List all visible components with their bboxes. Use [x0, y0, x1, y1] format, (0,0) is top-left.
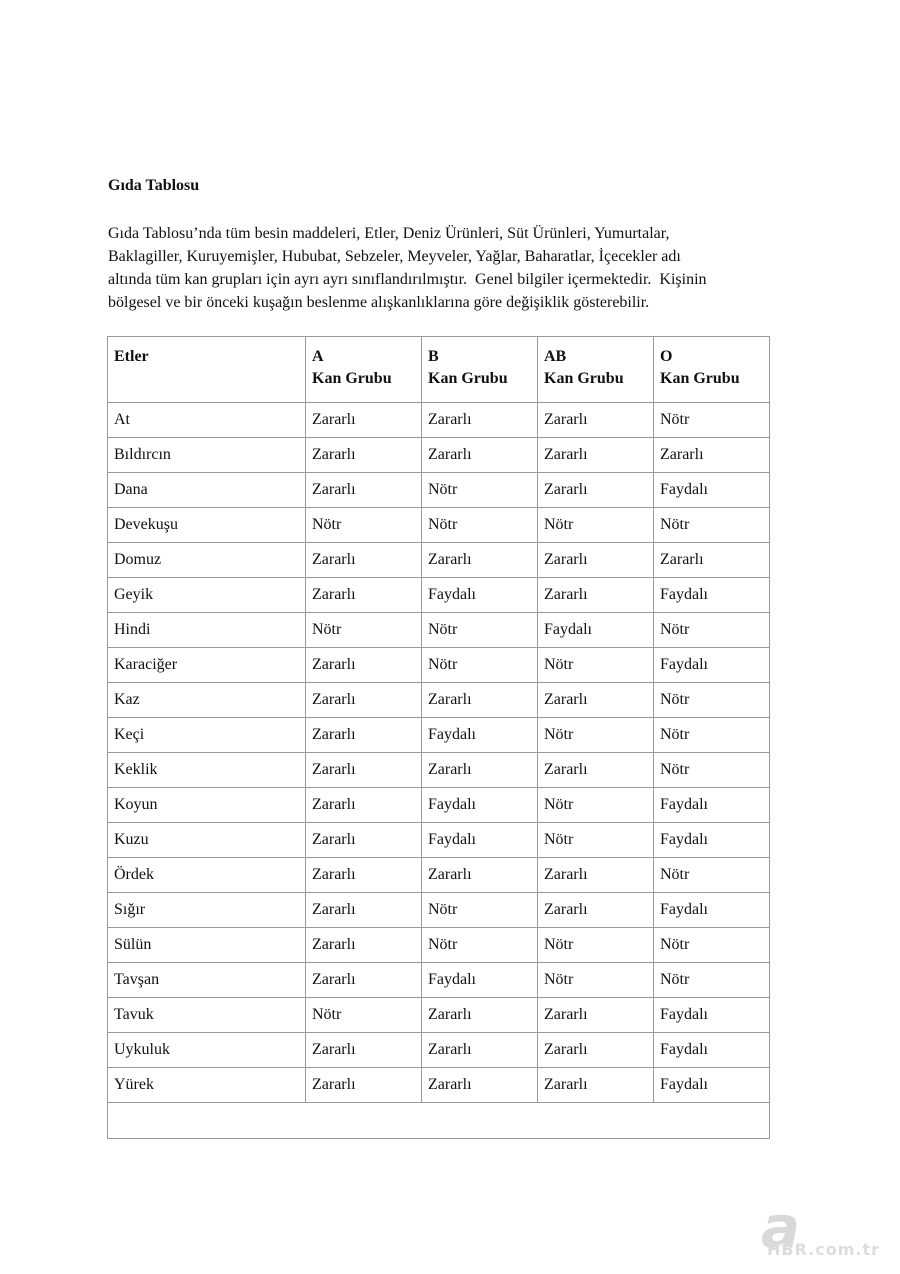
ab-value-cell: Nötr [538, 823, 654, 858]
ab-value-cell: Zararlı [538, 753, 654, 788]
table-row [108, 543, 770, 578]
food-name-cell: Kuzu [108, 823, 306, 858]
food-name-cell: Sığır [108, 893, 306, 928]
ab-value-cell: Zararlı [538, 998, 654, 1033]
a-value-cell: Zararlı [306, 823, 422, 858]
table-row [108, 508, 770, 543]
a-value-cell: Zararlı [306, 1033, 422, 1068]
ab-value-cell: Zararlı [538, 893, 654, 928]
a-value-cell: Zararlı [306, 473, 422, 508]
b-value-cell: Zararlı [422, 403, 538, 438]
food-name-cell: Hindi [108, 613, 306, 648]
ab-value-cell: Nötr [538, 928, 654, 963]
table-row [108, 613, 770, 648]
ab-value-cell: Zararlı [538, 858, 654, 893]
hbr-watermark [755, 1193, 895, 1268]
ab-value-cell: Faydalı [538, 613, 654, 648]
food-table [107, 336, 770, 1139]
table-row [108, 438, 770, 473]
food-name-cell: Devekuşu [108, 508, 306, 543]
intro-line: Gıda Tablosu’nda tüm besin maddeleri, Etler, Deniz Ürünleri, Süt Ürünleri, Yumurtalar, [108, 225, 670, 242]
table-row [108, 963, 770, 998]
intro-line: altında tüm kan grupları için ayrı ayrı sınıflandırılmıştır. Genel bilgiler içermektedir. Kişinin [108, 271, 707, 288]
b-value-cell: Zararlı [422, 438, 538, 473]
header-label: AB [544, 348, 567, 365]
b-value-cell: Faydalı [422, 718, 538, 753]
ab-value-cell: Zararlı [538, 438, 654, 473]
o-value-cell: Nötr [654, 963, 770, 998]
ab-value-cell: Zararlı [538, 543, 654, 578]
o-value-cell: Nötr [654, 508, 770, 543]
food-name-cell: Kaz [108, 683, 306, 718]
b-value-cell: Zararlı [422, 1068, 538, 1103]
o-value-cell: Faydalı [654, 788, 770, 823]
header-sublabel: Kan Grubu [544, 370, 624, 387]
a-value-cell: Zararlı [306, 648, 422, 683]
food-name-cell: Uykuluk [108, 1033, 306, 1068]
food-name-cell: Karaciğer [108, 648, 306, 683]
ab-value-cell: Zararlı [538, 578, 654, 613]
a-value-cell: Zararlı [306, 683, 422, 718]
a-value-cell: Zararlı [306, 403, 422, 438]
o-value-cell: Nötr [654, 613, 770, 648]
ab-value-cell: Nötr [538, 718, 654, 753]
a-value-cell: Zararlı [306, 963, 422, 998]
b-value-cell: Nötr [422, 473, 538, 508]
o-value-cell: Nötr [654, 753, 770, 788]
table-row [108, 928, 770, 963]
table-row [108, 1068, 770, 1103]
table-row [108, 753, 770, 788]
table-row [108, 1033, 770, 1068]
header-sublabel: Kan Grubu [312, 370, 392, 387]
ab-value-cell: Zararlı [538, 403, 654, 438]
o-value-cell: Faydalı [654, 578, 770, 613]
food-name-cell: At [108, 403, 306, 438]
header-etler [108, 337, 306, 403]
watermark-text: HBR.com.tr [767, 1240, 881, 1259]
o-value-cell: Nötr [654, 403, 770, 438]
a-value-cell: Zararlı [306, 1068, 422, 1103]
ab-value-cell: Nötr [538, 508, 654, 543]
b-value-cell: Nötr [422, 893, 538, 928]
ab-value-cell: Zararlı [538, 1033, 654, 1068]
b-value-cell: Nötr [422, 613, 538, 648]
table-body [108, 403, 770, 1139]
table-row [108, 578, 770, 613]
o-value-cell: Faydalı [654, 1033, 770, 1068]
table-row [108, 998, 770, 1033]
table-row [108, 683, 770, 718]
b-value-cell: Zararlı [422, 683, 538, 718]
a-value-cell: Zararlı [306, 718, 422, 753]
table-row [108, 473, 770, 508]
document-title: Gıda Tablosu [108, 177, 200, 194]
b-value-cell: Zararlı [422, 1033, 538, 1068]
b-value-cell: Faydalı [422, 788, 538, 823]
o-value-cell: Faydalı [654, 473, 770, 508]
ab-value-cell: Nötr [538, 963, 654, 998]
a-value-cell: Zararlı [306, 928, 422, 963]
intro-paragraph [108, 222, 808, 314]
header-label: B [428, 348, 439, 365]
food-name-cell: Dana [108, 473, 306, 508]
b-value-cell: Faydalı [422, 963, 538, 998]
food-name-cell: Ördek [108, 858, 306, 893]
b-value-cell: Zararlı [422, 858, 538, 893]
b-value-cell: Faydalı [422, 823, 538, 858]
o-value-cell: Faydalı [654, 823, 770, 858]
a-value-cell: Zararlı [306, 788, 422, 823]
food-name-cell: Yürek [108, 1068, 306, 1103]
o-value-cell: Faydalı [654, 1068, 770, 1103]
o-value-cell: Faydalı [654, 893, 770, 928]
a-value-cell: Zararlı [306, 753, 422, 788]
b-value-cell: Zararlı [422, 543, 538, 578]
header-ab-blood-group [538, 337, 654, 403]
a-value-cell: Nötr [306, 998, 422, 1033]
a-value-cell: Zararlı [306, 543, 422, 578]
table-row [108, 648, 770, 683]
food-name-cell: Geyik [108, 578, 306, 613]
o-value-cell: Faydalı [654, 648, 770, 683]
ab-value-cell: Zararlı [538, 1068, 654, 1103]
food-name-cell: Keklik [108, 753, 306, 788]
ab-value-cell: Zararlı [538, 473, 654, 508]
a-value-cell: Zararlı [306, 858, 422, 893]
empty-cell [108, 1103, 770, 1139]
table-row [108, 893, 770, 928]
header-b-blood-group [422, 337, 538, 403]
b-value-cell: Faydalı [422, 578, 538, 613]
a-value-cell: Zararlı [306, 893, 422, 928]
table-row [108, 403, 770, 438]
o-value-cell: Faydalı [654, 998, 770, 1033]
watermark-letter: a [761, 1193, 801, 1261]
b-value-cell: Zararlı [422, 753, 538, 788]
food-name-cell: Domuz [108, 543, 306, 578]
header-label: Etler [114, 348, 149, 365]
food-name-cell: Sülün [108, 928, 306, 963]
a-value-cell: Zararlı [306, 578, 422, 613]
o-value-cell: Nötr [654, 858, 770, 893]
table-row [108, 718, 770, 753]
a-value-cell: Nötr [306, 508, 422, 543]
header-sublabel: Kan Grubu [428, 370, 508, 387]
o-value-cell: Zararlı [654, 438, 770, 473]
food-name-cell: Bıldırcın [108, 438, 306, 473]
ab-value-cell: Zararlı [538, 683, 654, 718]
intro-line: Baklagiller, Kuruyemişler, Hububat, Sebzeler, Meyveler, Yağlar, Baharatlar, İçecekler adı [108, 248, 681, 265]
o-value-cell: Nötr [654, 683, 770, 718]
header-a-blood-group [306, 337, 422, 403]
table-row [108, 788, 770, 823]
ab-value-cell: Nötr [538, 788, 654, 823]
o-value-cell: Nötr [654, 718, 770, 753]
table-row [108, 858, 770, 893]
table-row [108, 823, 770, 858]
food-name-cell: Keçi [108, 718, 306, 753]
empty-table-row [108, 1103, 770, 1139]
header-label: O [660, 348, 673, 365]
food-name-cell: Koyun [108, 788, 306, 823]
ab-value-cell: Nötr [538, 648, 654, 683]
b-value-cell: Nötr [422, 508, 538, 543]
food-name-cell: Tavuk [108, 998, 306, 1033]
intro-line: bölgesel ve bir önceki kuşağın beslenme alışkanlıklarına göre değişiklik gösterebilir. [108, 294, 650, 311]
header-label: A [312, 348, 324, 365]
b-value-cell: Zararlı [422, 998, 538, 1033]
o-value-cell: Nötr [654, 928, 770, 963]
a-value-cell: Zararlı [306, 438, 422, 473]
header-sublabel: Kan Grubu [660, 370, 740, 387]
header-o-blood-group [654, 337, 770, 403]
o-value-cell: Zararlı [654, 543, 770, 578]
table-header-row [108, 337, 770, 403]
a-value-cell: Nötr [306, 613, 422, 648]
b-value-cell: Nötr [422, 928, 538, 963]
b-value-cell: Nötr [422, 648, 538, 683]
food-name-cell: Tavşan [108, 963, 306, 998]
